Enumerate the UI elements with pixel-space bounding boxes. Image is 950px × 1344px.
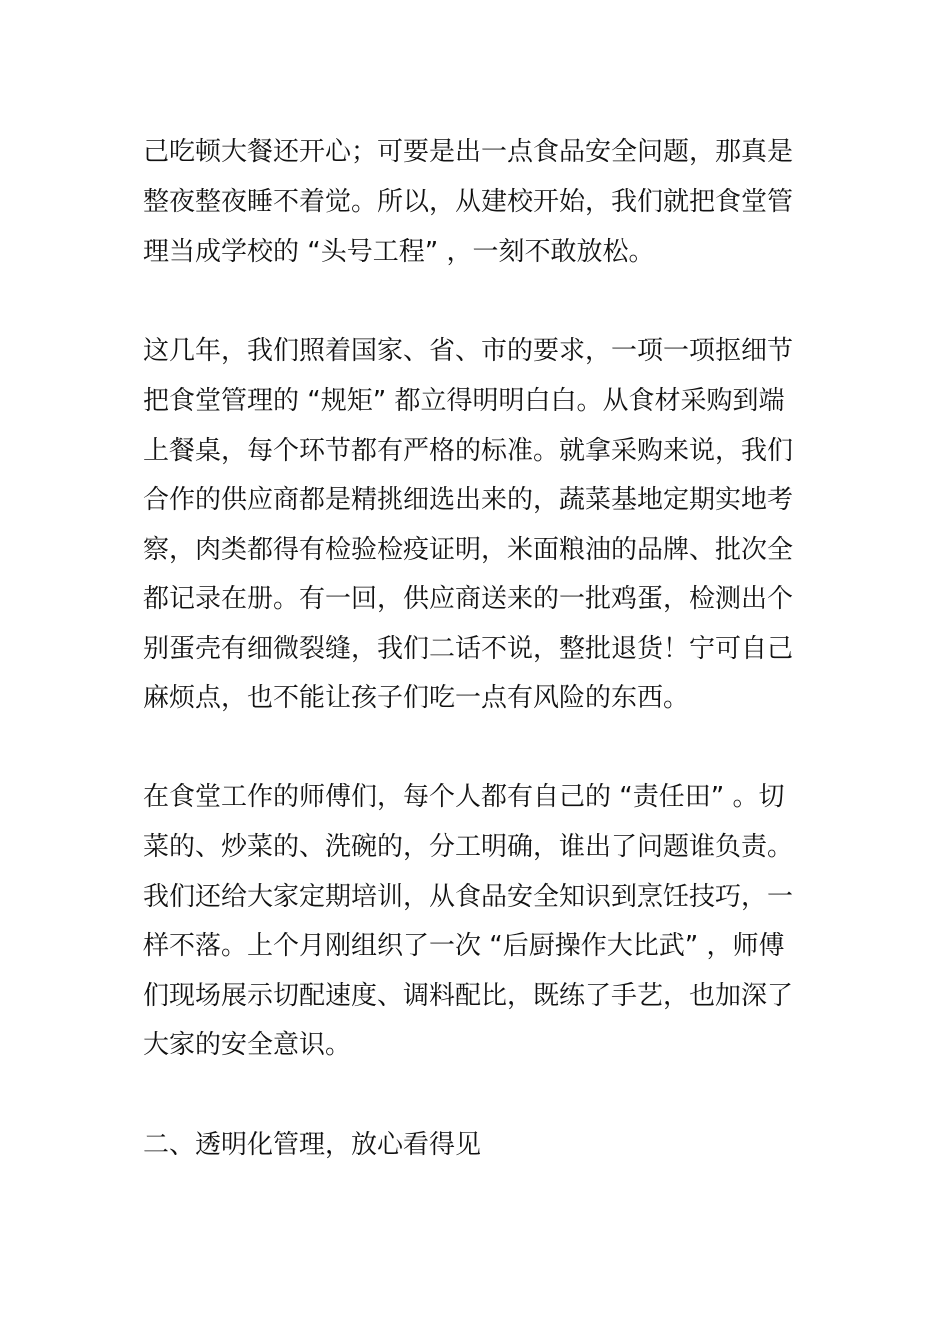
paragraph-3-line-4: 样不落。上个月刚组织了一次 “后厨操作大比武” ，师傅 [143, 931, 785, 961]
paragraph-2-line-6: 都记录在册。有一回，供应商送来的一批鸡蛋，检测出个 [143, 584, 794, 614]
paragraph-2-line-3: 上餐桌，每个环节都有严格的标准。就拿采购来说，我们 [143, 436, 794, 466]
paragraph-2-line-4: 合作的供应商都是精挑细选出来的，蔬菜基地定期实地考 [143, 485, 794, 515]
paragraph-3-line-2: 菜的、炒菜的、洗碗的，分工明确，谁出了问题谁负责。 [143, 832, 794, 862]
paragraph-3-line-3: 我们还给大家定期培训，从食品安全知识到烹饪技巧，一 [143, 882, 794, 912]
paragraph-3-line-5: 们现场展示切配速度、调料配比，既练了手艺，也加深了 [143, 981, 794, 1011]
paragraph-3-line-1: 在食堂工作的师傅们，每个人都有自己的 “责任田” 。切 [143, 782, 785, 812]
paragraph-1-line-1: 己吃顿大餐还开心；可要是出一点食品安全问题，那真是 [143, 137, 794, 167]
paragraph-1-line-2: 整夜整夜睡不着觉。所以，从建校开始，我们就把食堂管 [143, 187, 794, 217]
paragraph-2-line-7: 别蛋壳有细微裂缝，我们二话不说，整批退货！宁可自己 [143, 634, 794, 664]
paragraph-2-line-1: 这几年，我们照着国家、省、市的要求，一项一项抠细节 [143, 336, 794, 366]
paragraph-1-line-3: 理当成学校的 “头号工程” ，一刻不敢放松。 [143, 237, 655, 267]
paragraph-2-line-8: 麻烦点，也不能让孩子们吃一点有风险的东西。 [143, 683, 690, 713]
section-heading: 二、透明化管理，放心看得见 [143, 1130, 482, 1160]
paragraph-2-line-2: 把食堂管理的 “规矩” 都立得明明白白。从食材采购到端 [143, 386, 785, 416]
paragraph-2-line-5: 察，肉类都得有检验检疫证明，米面粮油的品牌、批次全 [143, 535, 794, 565]
paragraph-3-line-6: 大家的安全意识。 [143, 1030, 352, 1060]
